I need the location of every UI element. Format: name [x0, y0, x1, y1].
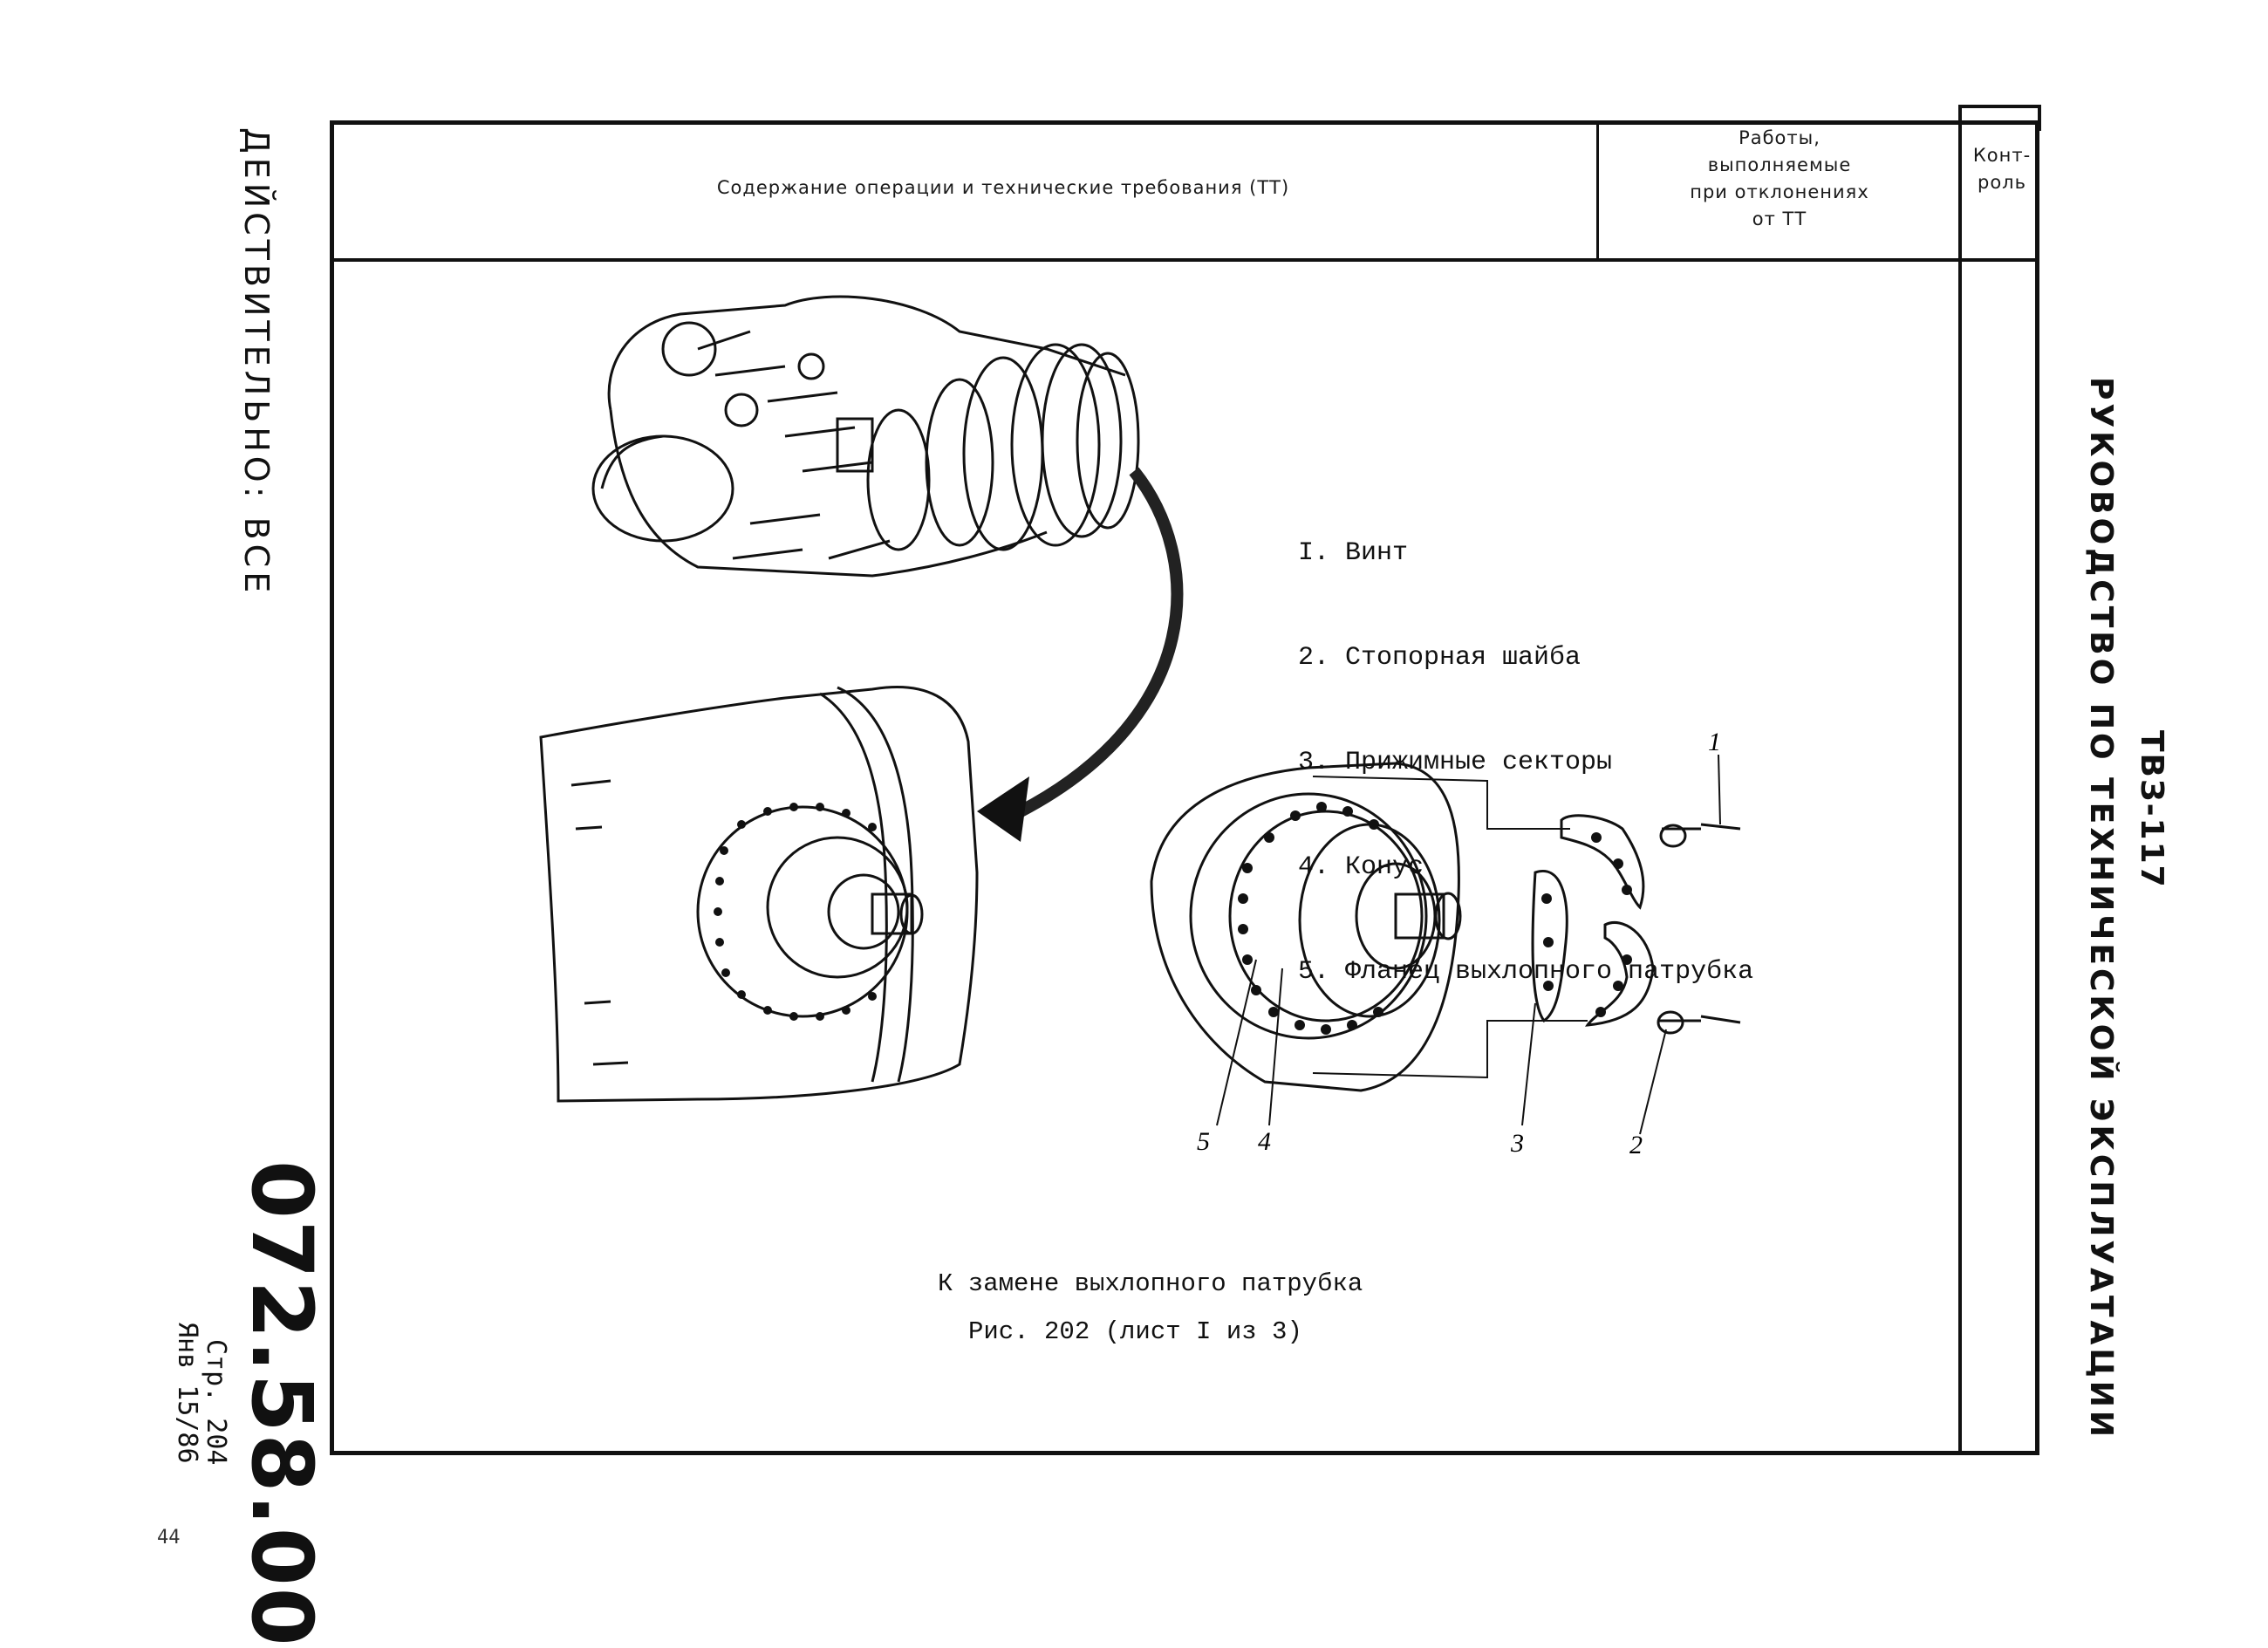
revision-date: Янв 15/86	[172, 1322, 202, 1464]
header-control-line: Конт-	[1972, 145, 2032, 166]
legend-item: 5. Фланец выхлопного патрубка	[1298, 957, 1754, 987]
legend-item: 2. Стопорная шайба	[1298, 643, 1581, 673]
exhaust-assembly-drawing	[541, 687, 977, 1102]
legend-item: I. Винт	[1298, 538, 1409, 568]
header-content-column: Содержание операции и технические требования (ТТ)	[716, 177, 1290, 198]
document-number: 072.58.00	[233, 1160, 331, 1648]
validity-label: ДЕЙСТВИТЕЛЬНО: ВСЕ	[237, 127, 276, 598]
legend-item: 4. Конус	[1298, 852, 1424, 882]
callout-5: 5	[1197, 1127, 1210, 1156]
callout-4: 4	[1258, 1127, 1271, 1156]
figure-caption-title: К замене выхлопного патрубка	[938, 1269, 1363, 1298]
callout-1: 1	[1708, 728, 1721, 756]
header-works-line: при отклонениях	[1690, 181, 1869, 202]
callout-3: 3	[1511, 1129, 1524, 1158]
header-works-line: выполняемые	[1707, 154, 1852, 175]
page-number: Стр. 204	[201, 1339, 231, 1466]
header-works-line: Работы,	[1739, 127, 1821, 148]
transition-arrow	[1021, 471, 1177, 811]
legend-item: 3. Прижимные секторы	[1298, 748, 1613, 777]
header-control-line: роль	[1978, 172, 2026, 193]
part-legend	[1298, 466, 1753, 1024]
engine-overview-drawing	[593, 297, 1138, 576]
header-works-line: от ТТ	[1752, 209, 1807, 229]
engine-code: ТВЗ-117	[2134, 730, 2169, 889]
figure-caption-number: Рис. 202 (лист I из 3)	[968, 1317, 1302, 1346]
manual-title: РУКОВОДСТВО ПО ТЕХНИЧЕСКОЙ ЭКСПЛУАТАЦИИ	[2083, 377, 2119, 1441]
callout-2: 2	[1629, 1131, 1643, 1159]
edge-mark: 44	[157, 1527, 181, 1549]
